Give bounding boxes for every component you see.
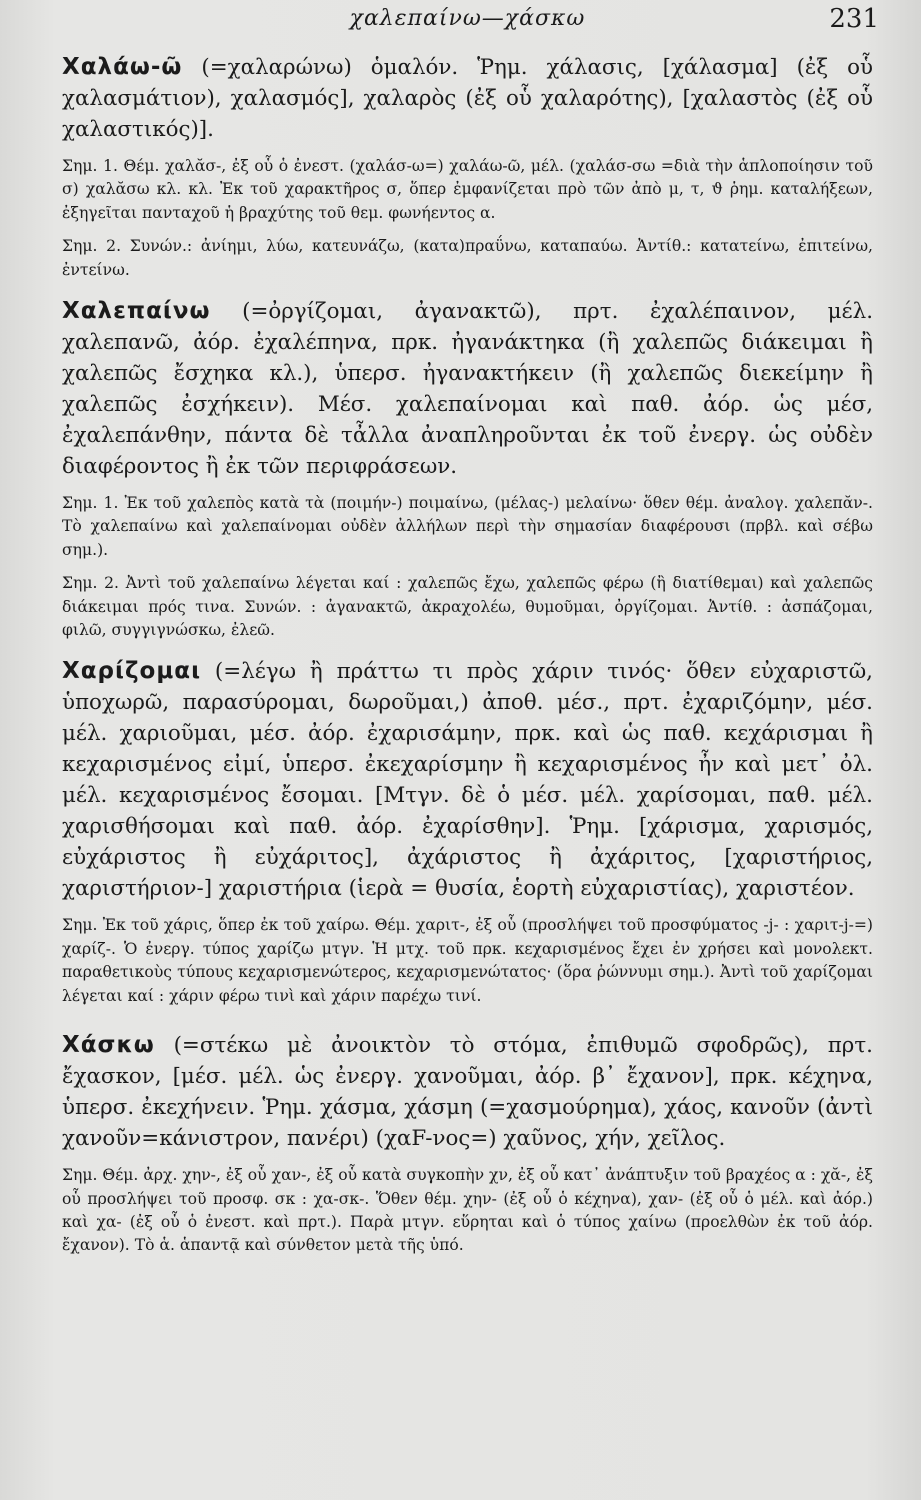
entry-body <box>62 656 873 904</box>
running-title: χαλεπαίνω—χάσκω <box>349 6 586 31</box>
page-number: 231 <box>829 4 879 34</box>
entry-text: (=ὀργίζομαι, ἀγανακτῶ), πρτ. ἐχαλέπαινον, μέλ. χαλεπανῶ, ἀόρ. ἐχαλέπηνα, πρκ. ἠγανάκτηκα (ἢ χαλεπῶς διάκειμαι ἢ χαλεπῶς ἔσχηκα κλ.), ὑπερσ. ἠγανακτήκειν (ἢ χαλεπῶς διεκείμην ἢ χαλεπῶς ἐσχήκειν). Μέσ. χαλεπαίνομαι καὶ παθ. ἀόρ. ὡς μέσ, ἐχαλεπάνθην, πάντα δὲ τἆλλα ἀναπληροῦνται ἐκ τοῦ ἐνεργ. ὡς οὐδὲν διαφέροντος ἢ ἐκ τῶν περιφράσεων. <box>62 299 873 480</box>
note: Σημ. 2. Συνών.: ἀνίημι, λύω, κατευνάζω, (κατα)πραΰνω, καταπαύω. Ἀντίθ.: κατατείνω, ἐπιτείνω, ἐντείνω. <box>62 237 873 279</box>
headword: Χάσκω <box>62 1032 155 1059</box>
entry-charizomai <box>62 656 873 1008</box>
entry-chasko <box>62 1030 873 1258</box>
note: Σημ. 1. Ἐκ τοῦ χαλεπὸς κατὰ τὰ (ποιμήν-) ποιμαίνω, (μέλας-) μελαίνω· ὅθεν θέμ. ἀναλογ. χαλεπᾰν-. Τὸ χαλεπαίνω καὶ χαλεπαίνομαι οὐδὲν ἀλλήλων περὶ τὴν σημασίαν διαφέρουσι (πρβλ. καὶ σέβω σημ.). <box>62 494 873 559</box>
entry-chalao <box>62 52 873 282</box>
headword: Χαλεπαίνω <box>62 298 211 325</box>
entry-chalepaino <box>62 296 873 642</box>
entry-body <box>62 52 873 145</box>
entry-body <box>62 1030 873 1154</box>
note: Σημ. Θέμ. ἀρχ. χην-, ἐξ οὗ χαν-, ἐξ οὗ κατὰ συγκοπὴν χν, ἐξ οὗ κατ᾽ ἀνάπτυξιν τοῦ βραχέος α : χᾰ-, ἐξ οὗ προσλήψει τοῦ προσφ. σκ : χα-σκ-. Ὅθεν θέμ. χην- (ἐξ οὗ ὁ κέχηνα), χαν- (ἐξ οὗ ὁ μέλ. καὶ ἀόρ.) καὶ χα- (ἐξ οὗ ὁ ἐνεστ. καὶ πρτ.). Παρὰ μτγν. εὕρηται καὶ ὁ τύπος χαίνω (προελθὼν ἐκ τοῦ ἀόρ. ἔχανον). Τὸ ἁ. ἁπαντᾷ καὶ σύνθετον μετὰ τῆς ὑπό. <box>62 1166 873 1255</box>
headword: Χαλάω-ῶ <box>62 54 183 80</box>
entry-text: (=χαλαρώνω) ὁμαλόν. Ῥημ. χάλασις, [χάλασμα] (ἐξ οὗ χαλασμάτιον), χαλασμός], χαλαρὸς (ἐξ οὗ χαλαρότης), [χαλαστὸς (ἐξ οὗ χαλαστικός)]. <box>62 55 873 142</box>
headword: Χαρίζομαι <box>62 658 202 685</box>
note: Σημ. 2. Ἀντὶ τοῦ χαλεπαίνω λέγεται καί : χαλεπῶς ἔχω, χαλεπῶς φέρω (ἢ διατίθεμαι) καὶ χαλεπῶς διάκειμαι πρός τινα. Συνών. : ἀγανακτῶ, ἀκραχολέω, θυμοῦμαι, ὀργίζομαι. Ἀντίθ. : ἀσπάζομαι, φιλῶ, συγγιγνώσκω, ἐλεῶ. <box>62 574 873 640</box>
entry-text: (=στέκω μὲ ἀνοικτὸν τὸ στόμα, ἐπιθυμῶ σφοδρῶς), πρτ. ἔχασκον, [μέσ. μέλ. ὡς ἐνεργ. χανοῦμαι, ἀόρ. β᾽ ἔχανον], πρκ. κέχηνα, ὑπερσ. ἐκεχήνειν. Ῥημ. χάσμα, χάσμη (=χασμούρημα), χάος, κανοῦν (ἀντὶ χανοῦν=κάνιστρον, πανέρι) (χαF-νος=) χαῦνος, χήν, χεῖλος. <box>62 1033 873 1152</box>
note: Σημ. 1. Θέμ. χαλᾰσ-, ἐξ οὗ ὁ ἐνεστ. (χαλάσ-ω=) χαλάω-ῶ, μέλ. (χαλάσ-σω =διὰ τὴν ἁπλοποίησιν τοῦ σ) χαλᾰσω κλ. κλ. Ἐκ τοῦ χαρακτῆρος σ, ὅπερ ἐμφανίζεται πρὸ τῶν ἀπὸ μ, τ, ϑ ῥημ. καταλήξεων, ἐξηγεῖται πανταχοῦ ἡ βραχύτης τοῦ θεμ. φωνήεντος α. <box>62 157 873 222</box>
note: Σημ. Ἐκ τοῦ χάρις, ὅπερ ἐκ τοῦ χαίρω. Θέμ. χαριτ-, ἐξ οὗ (προσλήψει τοῦ προσφύματος -j- : χαριτ-j-=) χαρίζ-. Ὁ ἐνεργ. τύπος χαρίζω μτγν. Ἡ μτχ. τοῦ πρκ. κεχαρισμένος ἔχει ἐν χρήσει καὶ μονολεκτ. παραθετικοὺς τύπους κεχαρισμενώτερος, κεχαρισμενώτατος· (ὅρα ῥώννυμι σημ.). Ἀντὶ τοῦ χαρίζομαι λέγεται καί : χάριν φέρω τινὶ καὶ χάριν παρέχω τινί. <box>62 916 873 1005</box>
running-head <box>62 4 879 52</box>
entry-text: (=λέγω ἢ πράττω τι πρὸς χάριν τινός· ὅθεν εὐχαριστῶ, ὑποχωρῶ, παρασύρομαι, δωροῦμαι,) ἀποθ. μέσ., πρτ. ἐχαριζόμην, μέσ. μέλ. χαριοῦμαι, μέσ. ἀόρ. ἐχαρισάμην, πρκ. καὶ ὡς παθ. κεχάρισμαι ἢ κεχαρισμένος εἰμί, ὑπερσ. ἐκεχαρίσμην ἢ κεχαρισμένος ἦν καὶ μετ᾽ ὀλ. μέλ. κεχαρισμένος ἔσομαι. [Μτγν. δὲ ὁ μέσ. μέλ. χαρίσομαι, παθ. μέλ. χαρισθήσομαι καὶ παθ. ἀόρ. ἐχαρίσθην]. Ῥημ. [χάρισμα, χαρισμός, εὐχάριστος ἢ εὐχάριτος], ἀχάριστος ἢ ἀχάριτος, [χαριστήριος, χαριστήριον-] χαριστήρια (ἱερὰ = θυσία, ἑορτὴ εὐχαριστίας), χαριστέον. <box>62 659 873 902</box>
entry-body <box>62 296 873 482</box>
